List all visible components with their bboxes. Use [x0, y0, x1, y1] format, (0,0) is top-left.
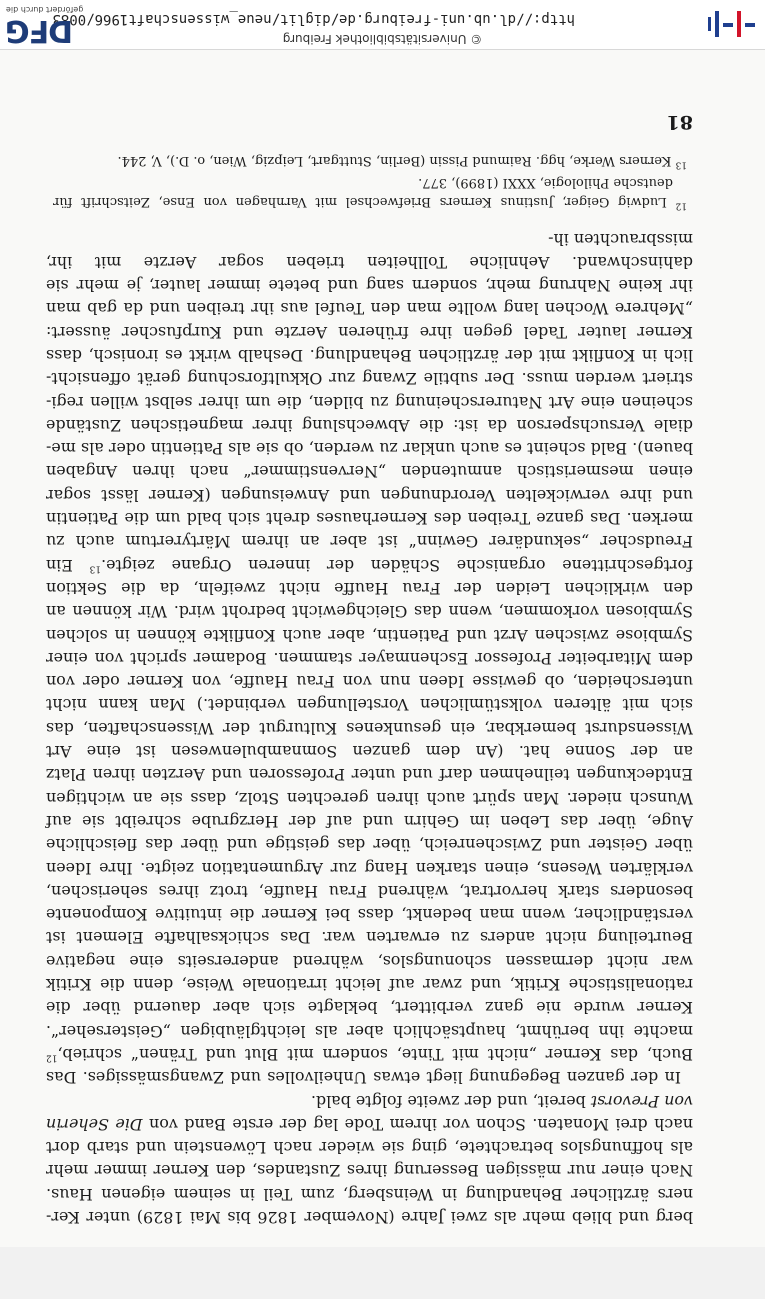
dfg-logo-text: DFG	[6, 13, 74, 48]
footnote-ref-12: 12	[46, 1052, 58, 1063]
paragraph-1-text-a: berg und blieb mehr als zwei Jahre (November 1826 bis Mai 1829) unter Kerners ärztlicher Behandlung in Weinsberg, zum Teil in seinem eigenen Haus. Nach einer nur mässigen Besserung ihres Zustandes, den Kerner immer mehr als hoffnungslos betrachtete, ging sie wieder nach Löwenstein und starb dort nach drei Monaten. Schon vor ihrem Tode lag der erste Band von	[46, 1114, 693, 1227]
footnote-text: Kerners Werke, hgg. Raimund Pissin (Berlin, Stuttgart, Leipzig, Wien, o. D.), V, 244.	[117, 153, 672, 168]
paragraph-1-text-b: bereit, und der zweite folgte bald.	[310, 1091, 591, 1111]
footnote-ref-13: 13	[89, 562, 102, 573]
source-url[interactable]: http://dl.ub.uni-freiburg.de/diglit/neue_wissenschaft1966/0083	[52, 11, 575, 27]
footnote-12	[53, 173, 693, 211]
paragraph-2-text-c: Ein Freudscher „sekundärer Gewinn“ ist aber an ihrem Märtyrertum auch zu merken. Das ganze Treiben des Kernerhauses dreht sich bald um die Patientin und ihre verwickelten Verordnungen und Anweisungen (Kerner lässt sogar einen mesmeristisch anmutenden „Nervenstimmer“ nach ihren Angaben bauen). Bald scheint es auch unklar zu werden, ob sie als Patientin oder als mediale Versuchsperson da ist: die Abwechslung ihrer magnetischen Zustände scheinen eine Art Naturerscheinung zu bilden, die um ihrer selbst willen registriert werden muss. Der subtile Zwang zur Okkultforschung gerät offensichtlich in Konflikt mit der ärztlichen Behandlung. Deshalb wirkt es ironisch, dass Kerner lauter Tadel gegen ihre früheren Aerzte und Kurpfuscher äussert: „Mehrere Wochen lang wollte man den Teufel aus ihr treiben und da gab man ihr keine Nahrung mehr, sondern sang und betete immer lauter, je mehr sie dahinschwand. Aehnliche Tollheiten trieben sogar Aerzte mit ihr, missbrauchten ih-	[45, 229, 693, 575]
page-body	[46, 227, 693, 1229]
footnote-13	[53, 151, 693, 170]
library-header	[0, 0, 765, 50]
footnote-text: Ludwig Geiger, Justinus Kerners Briefwechsel mit Varnhagen von Ense, Zeitschrift für deutsche Philologie, XXXI (1899), 377.	[53, 175, 673, 209]
scan-margin-top	[0, 1247, 765, 1299]
footnotes	[53, 148, 693, 211]
paragraph-2-text-a: In der ganzen Begegnung liegt etwas Unheilvolles und Zwangsmässiges. Das Buch, das Kerner „nicht mit Tinte, sondern mit Blut und Tränen“ schrieb,	[46, 1044, 693, 1088]
footnote-number: 13	[675, 159, 687, 170]
paragraph-2-text-b: machte ihn berühmt, hauptsächlich aber als leichtgläubigen „Geisterseher“. Kerner wurde nie ganz verbittert, beklagte sich aber dauernd über die rationalistische Kritik, und zwar auf leicht irrationale Weise, denn die Kritik war nicht dermassen schonungslos, während andererseits eine negative Beurteilung nicht anders zu erwarten war. Das schicksalhafte Element ist verständlicher, wenn man bedenkt, dass bei Kerner die intuitive Komponente besonders stark hervortrat, während Frau Hauffe, trotz ihres seherischen, verklärten Wesens, einen starken Hang zur Argumentation zeigte. Ihre Ideen über Geister und Zwischenreich, über das geistige und über das fleischliche Auge, über das Leben im Gehirn und auf der Herzgrube schreibt sie auf Wunsch nieder. Man spürt auch ihren gerechten Stolz, dass sie an wichtigen Entdeckungen teilnehmen darf und unter Professoren und Aerzten ihren Platz an der Sonne hat. (An dem ganzen Somnambulenwesen ist eine Art Wissensdurst bemerkbar, ein gesunkenes Kulturgut der Wissenschaften, das sich mit älteren volkstümlichen Vorstellungen verbindet.) Man kann nicht unterscheiden, ob gewisse Ideen nun von Frau Hauffe, von Kerner oder von dem Mitarbeiter Professor Eschenmayer stammen. Bodamer spricht von einer Symbiose zwischen Arzt und Patientin, aber auch Konflikte können in solchen Symbiosen vorkommen, wenn das Gleichgewicht bedroht wird. Wir können an den wirklichen Leiden der Frau Hauffe nicht zweifeln, da die Sektion fortgeschrittene organische Schäden der inneren Organe zeigte.	[46, 555, 693, 1041]
copyright-notice: © Universitätsbibliothek Freiburg	[282, 32, 483, 46]
dfg-logo	[6, 5, 88, 46]
footnote-number: 12	[675, 200, 687, 211]
paragraph-2	[46, 227, 693, 1089]
book-title: Die Seherin von Prevorst	[46, 1091, 693, 1134]
paragraph-1	[46, 1089, 693, 1229]
page-number: 81	[666, 111, 693, 133]
dfg-caption: gefördert durch die	[6, 5, 84, 14]
